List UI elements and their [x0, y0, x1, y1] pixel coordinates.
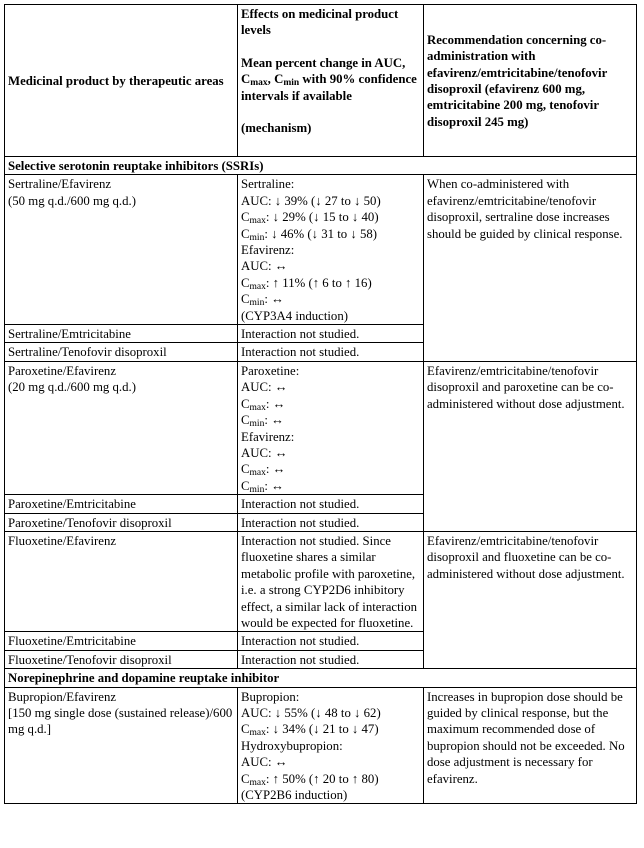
section-ndri: Norepinephrine and dopamine reuptake inhibitor	[5, 669, 637, 687]
effect-cell: Interaction not studied.	[238, 495, 424, 513]
product-cell: Paroxetine/Emtricitabine	[5, 495, 238, 513]
product-cell: Fluoxetine/Emtricitabine	[5, 632, 238, 650]
recommendation-cell: Increases in bupropion dose should be guided by clinical response, but the maximum recommended dose of bupropion should not be exceeded. No dose adjustment is necessary for efavirenz.	[424, 687, 637, 804]
table-row	[5, 361, 637, 494]
interaction-table	[4, 4, 637, 804]
header-effects-line1: Effects on medicinal product levels	[241, 7, 399, 38]
recommendation-cell: When co-administered with efavirenz/emtricitabine/tenofovir disoproxil, sertraline dose increases should be guided by clinical response.	[424, 175, 637, 361]
header-recommendation: Recommendation concerning co-administration with efavirenz/emtricitabine/tenofovir disoproxil (efavirenz 600 mg, emtricitabine 200 mg, tenofovir disoproxil 245 mg)	[424, 5, 637, 157]
effect-cell: Bupropion: AUC: ↓ 55% (↓ 48 to ↓ 62) $C_{max}$: ↓ 34% (↓ 21 to ↓ 47) Hydroxybupropion: AUC: ↔ $C_{max}$: ↑ 50% (↑ 20 to ↑ 80) (CYP2B6 induction)	[238, 687, 424, 804]
header-effects: Effects on medicinal product levels Mean percent change in AUC, Cmax, Cmin with 90% confidence intervals if available (mechanism)	[238, 5, 424, 157]
header-product: Medicinal product by therapeutic areas	[5, 5, 238, 157]
table-row	[5, 687, 637, 804]
effect-cell: Interaction not studied. Since fluoxetine shares a similar metabolic profile with paroxetine, i.e. a strong CYP2D6 inhibitory effect, a similar lack of interaction would be expected for fluoxetine.	[238, 531, 424, 631]
effect-cell: Interaction not studied.	[238, 325, 424, 343]
section-row	[5, 669, 637, 687]
effect-cell: Interaction not studied.	[238, 650, 424, 668]
product-cell: Paroxetine/Efavirenz (20 mg q.d./600 mg q.d.)	[5, 361, 238, 494]
product-cell: Fluoxetine/Efavirenz	[5, 531, 238, 631]
recommendation-cell: Efavirenz/emtricitabine/tenofovir disoproxil and fluoxetine can be co-administered without dose adjustment.	[424, 531, 637, 668]
product-cell: Bupropion/Efavirenz [150 mg single dose (sustained release)/600 mg q.d.]	[5, 687, 238, 804]
product-cell: Paroxetine/Tenofovir disoproxil	[5, 513, 238, 531]
header-mechanism: (mechanism)	[241, 121, 312, 136]
table-row	[5, 175, 637, 325]
effect-cell: Interaction not studied.	[238, 343, 424, 361]
effect-cell: Interaction not studied.	[238, 513, 424, 531]
recommendation-cell: Efavirenz/emtricitabine/tenofovir disoproxil and paroxetine can be co-administered without dose adjustment.	[424, 361, 637, 531]
effect-cell: Paroxetine: AUC: ↔ $C_{max}$: ↔ $C_{min}$: ↔ Efavirenz: AUC: ↔ $C_{max}$: ↔ $C_{min}$: ↔	[238, 361, 424, 494]
header-row	[5, 5, 637, 157]
effect-cell: Sertraline: AUC: ↓ 39% (↓ 27 to ↓ 50) $C_{max}$: ↓ 29% (↓ 15 to ↓ 40) $C_{min}$: ↓ 46% (↓ 31 to ↓ 58) Efavirenz: AUC: ↔ $C_{max}$: ↑ 11% (↑ 6 to ↑ 16) $C_{min}$: ↔ (CYP3A4 induction)	[238, 175, 424, 325]
effect-cell: Interaction not studied.	[238, 632, 424, 650]
table-row	[5, 531, 637, 631]
product-cell: Sertraline/Tenofovir disoproxil	[5, 343, 238, 361]
section-row	[5, 157, 637, 175]
product-cell: Sertraline/Emtricitabine	[5, 325, 238, 343]
product-cell: Sertraline/Efavirenz (50 mg q.d./600 mg q.d.)	[5, 175, 238, 325]
product-cell: Fluoxetine/Tenofovir disoproxil	[5, 650, 238, 668]
section-ssri: Selective serotonin reuptake inhibitors (SSRIs)	[5, 157, 637, 175]
